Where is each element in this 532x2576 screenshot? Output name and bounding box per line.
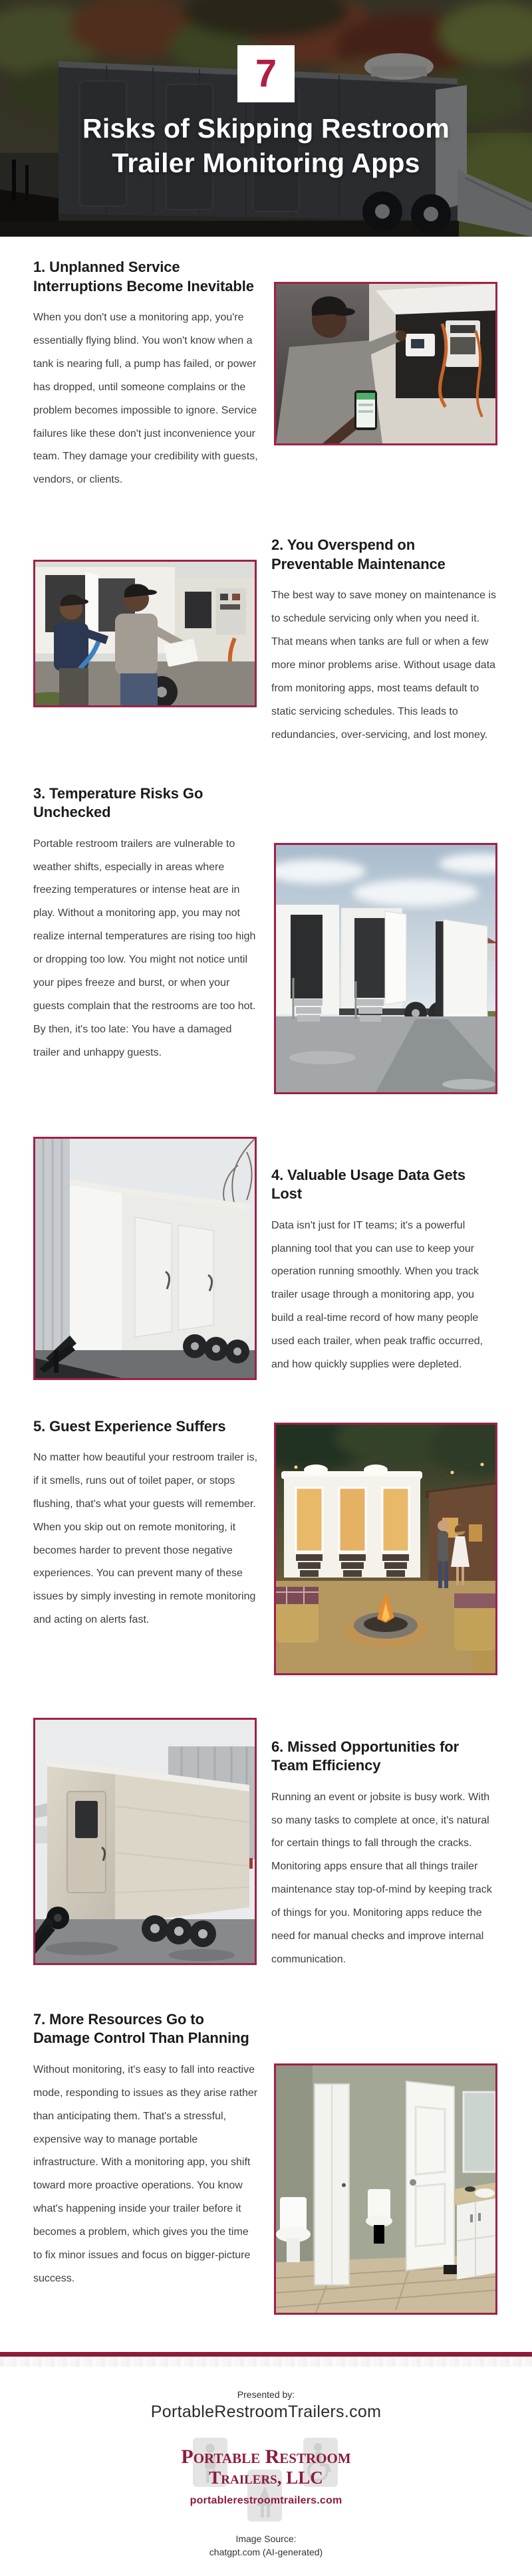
section-7-text <box>33 2010 259 2291</box>
section-1-photo <box>274 282 497 445</box>
image-source-label: Image Source: <box>235 2533 297 2544</box>
company-logo-line2: Trailers, LLC <box>209 2467 323 2488</box>
section-5-body: No matter how beautiful your restroom trailer is, if it smells, runs out of toilet paper, or stops flushing, that's what your guests will remember. When you skip out on remote monitoring, it becomes harder to prevent those negative experiences. You can prevent many of these issues by simply investing in remote monitoring and acting on alerts fast. <box>33 1452 258 1626</box>
section-4-text <box>271 1166 497 1377</box>
section-2-heading: 2. You Overspend on Preventable Maintenance <box>271 536 446 572</box>
section-6-photo <box>33 1718 257 1965</box>
section-3-body: Portable restroom trailers are vulnerable to weather shifts, especially in areas where freezing temperatures or intense heat are in play. Without a monitoring app, you may not realize internal temperatures are rising too high or dropping too low. You might not notice until your pipes freeze and burst, or when your guests complain that the restrooms are too hot. By then, it's too late: You have a damaged trailer and unhappy guests. <box>33 838 256 1058</box>
section-4-heading: 4. Valuable Usage Data Gets Lost <box>271 1166 466 1203</box>
footer-watermark-strip <box>0 2357 532 2367</box>
company-logo <box>166 2442 366 2510</box>
section-4-photo <box>33 1137 257 1380</box>
section-5-photo <box>274 1423 497 1675</box>
count-badge-number: 7 <box>255 52 277 95</box>
presented-by-label: Presented by: <box>237 2389 295 2400</box>
company-logo-url: portablerestroomtrailers.com <box>190 2494 342 2506</box>
section-3-heading: 3. Temperature Risks Go Unchecked <box>33 784 203 821</box>
section-7-body: Without monitoring, it's easy to fall into reactive mode, responding to issues as they arise rather than anticipating them. That's a stressful, expensive way to manage portable infrastructure. With a monitoring app, you shift toward more proactive operations. You know what's happening inside your trailer before it becomes a problem, which gives you the time to fix minor issues and focus on bigger-picture success. <box>33 2063 258 2284</box>
page-title <box>0 112 532 180</box>
section-5 <box>33 1417 497 1675</box>
section-2 <box>33 536 497 747</box>
section-2-text <box>271 536 497 747</box>
section-6-text <box>271 1738 497 1972</box>
page-title-line2: Trailer Monitoring Apps <box>112 147 420 178</box>
image-source-value: chatgpt.com (AI-generated) <box>209 2546 323 2557</box>
section-2-photo <box>33 560 257 707</box>
section-1-heading: 1. Unplanned Service Interruptions Become Inevitable <box>33 259 254 294</box>
count-badge <box>237 45 295 102</box>
hero-header <box>0 0 532 237</box>
company-logo-text <box>166 2446 366 2488</box>
section-4 <box>33 1137 497 1380</box>
content <box>0 258 532 2315</box>
presented-by-site: PortableRestroomTrailers.com <box>150 2402 382 2421</box>
section-1-body: When you don't use a monitoring app, you're essentially flying blind. You won't know when a tank is nearing full, a pump has failed, or power has dropped, until someone complains or the problem becomes impossible to ignore. Service failures like these don't just inconvenience your team. They damage your credibility with guests, vendors, or clients. <box>33 312 258 486</box>
section-7-heading: 7. More Resources Go to Damage Control Than Planning <box>33 2010 249 2047</box>
footer <box>0 2352 532 2576</box>
section-6-heading: 6. Missed Opportunities for Team Efficiency <box>271 1738 460 1774</box>
section-7 <box>33 2010 497 2315</box>
section-3 <box>33 784 497 1094</box>
footer-divider-bar <box>0 2352 532 2357</box>
section-1 <box>33 258 497 492</box>
page-title-line1: Risks of Skipping Restroom <box>82 113 450 144</box>
section-1-text <box>33 258 259 492</box>
section-3-text <box>33 784 259 1065</box>
section-6-body: Running an event or jobsite is busy work. With so many tasks to complete at once, it's natural for certain things to fall through the cracks. Monitoring apps ensure that all things trailer maintenance stay top-of-mind by keeping track of things for you. Monitoring apps reduce the need for manual checks and improve internal communication. <box>271 1791 492 1965</box>
section-5-text <box>33 1417 259 1633</box>
section-5-heading: 5. Guest Experience Suffers <box>33 1417 226 1435</box>
section-6 <box>33 1718 497 1972</box>
section-2-body: The best way to save money on maintenance is to schedule servicing only when you need it. That means when tanks are full or when a few more minor problems arise. Without usage data from monitoring apps, most teams default to static servicing schedules. This leads to redundancies, over-servicing, and lost money. <box>271 590 496 741</box>
company-logo-line1: Portable Restroom <box>181 2445 351 2468</box>
section-4-body: Data isn't just for IT teams; it's a powerful planning tool that you can use to keep your operation running smoothly. When you track trailer usage through a monitoring app, you build a real-time record of how many people used each trailer, when peak traffic occurred, and how quickly supplies were depleted. <box>271 1219 483 1370</box>
section-7-photo <box>274 2063 497 2315</box>
section-3-photo <box>274 843 497 1094</box>
